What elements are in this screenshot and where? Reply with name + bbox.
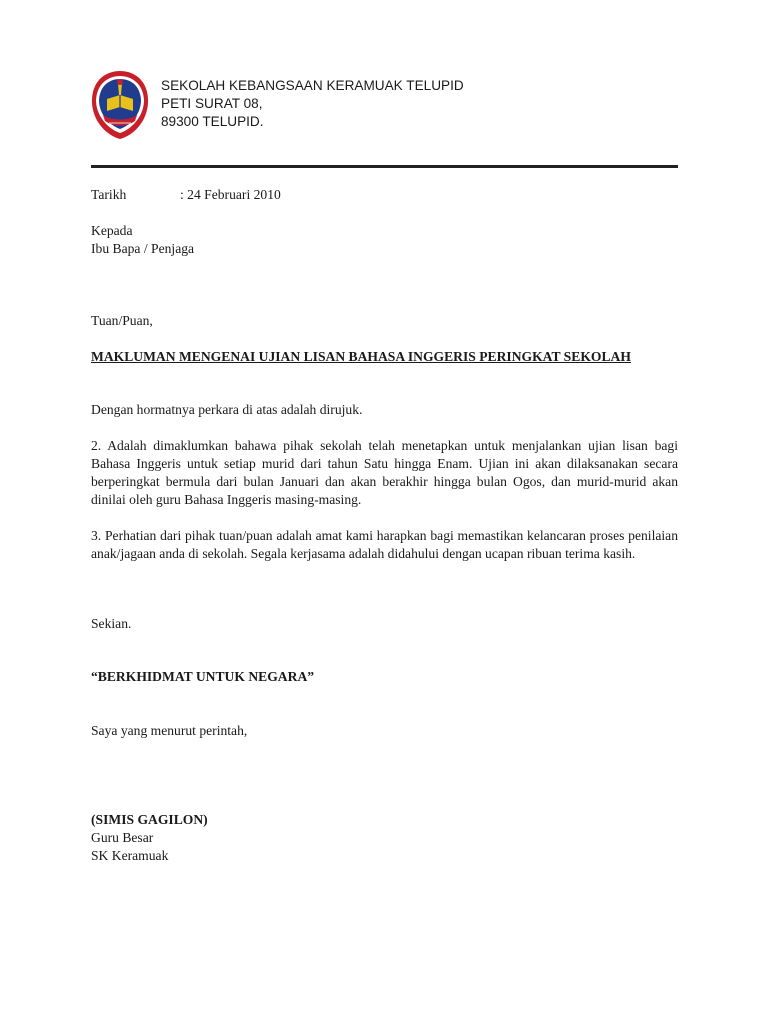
paragraph-1: Dengan hormatnya perkara di atas adalah dirujuk. [91, 402, 363, 417]
valediction: Saya yang menurut perintah, [91, 723, 248, 738]
letter-subject: MAKLUMAN MENGENAI UJIAN LISAN BAHASA INGGERIS PERINGKAT SEKOLAH [91, 349, 631, 364]
school-name: SEKOLAH KEBANGSAAN KERAMUAK TELUPID [161, 78, 464, 93]
paragraph-3: 3. Perhatian dari pihak tuan/puan adalah amat kami harapkan bagi memastikan kelancaran proses penilaian anak/jagaan anda di sekolah. Segala kerjasama adalah didahului dengan ucapan ribuan terima kasih. [91, 528, 678, 561]
salutation: Tuan/Puan, [91, 313, 153, 328]
closing: Sekian. [91, 616, 132, 631]
letterhead [161, 77, 464, 131]
recipient-block [91, 222, 678, 258]
signatory-school: SK Keramuak [91, 848, 169, 863]
recipient-line-1: Kepada [91, 223, 133, 238]
signatory-title: Guru Besar [91, 830, 154, 845]
header-divider [91, 165, 678, 168]
school-postbox: PETI SURAT 08, [161, 96, 263, 111]
school-crest-icon [89, 69, 151, 141]
motto: “BERKHIDMAT UNTUK NEGARA” [91, 669, 315, 684]
recipient-line-2: Ibu Bapa / Penjaga [91, 241, 195, 256]
date-label: Tarikh [91, 187, 127, 202]
date-value: : 24 Februari 2010 [180, 187, 281, 202]
school-postcode: 89300 TELUPID. [161, 114, 264, 129]
signatory-name: (SIMIS GAGILON) [91, 812, 208, 827]
date-row [91, 186, 678, 204]
paragraph-2: 2. Adalah dimaklumkan bahawa pihak sekolah telah menetapkan untuk menjalankan ujian lisan bagi Bahasa Inggeris untuk setiap murid dari tahun Satu hingga Enam. Ujian ini akan dilaksanakan secara berperingkat bermula dari bulan Januari dan akan berakhir hingga bulan Ogos, dan murid-murid akan dinilai oleh guru Bahasa Inggeris masing-masing. [91, 438, 678, 507]
